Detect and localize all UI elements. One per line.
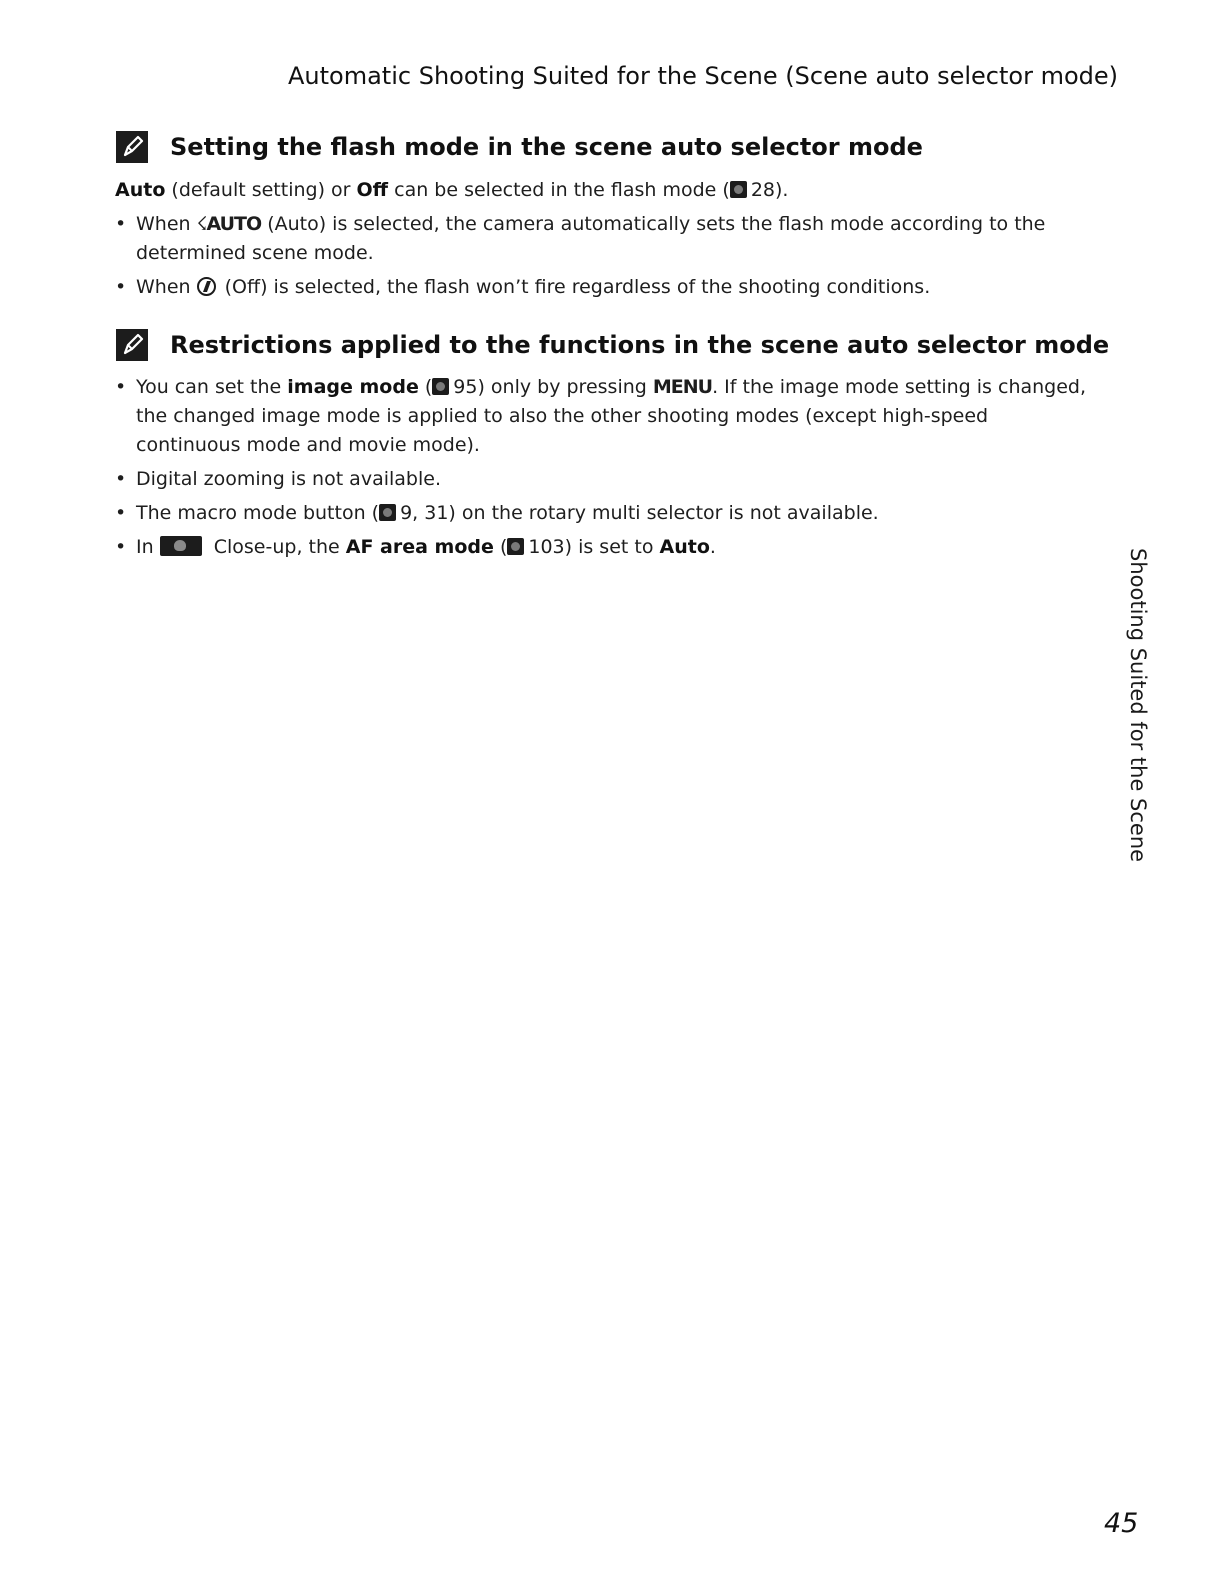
running-head: Automatic Shooting Suited for the Scene (Scene auto selector mode) bbox=[288, 62, 1118, 90]
bullet-dot: • bbox=[115, 468, 127, 490]
section-heading-flash-mode bbox=[116, 130, 923, 164]
flash-mode-bullets bbox=[115, 210, 1095, 307]
side-chapter-tab bbox=[1126, 548, 1150, 863]
auto-term: Auto bbox=[659, 536, 710, 558]
bullet-dot: • bbox=[115, 502, 127, 524]
menu-button-label: MENU bbox=[652, 376, 713, 398]
af-area-mode-term: AF area mode bbox=[345, 536, 494, 558]
reference-icon bbox=[432, 378, 449, 395]
flash-mode-intro: Auto (default setting) or Off can be selected in the flash mode ( 28). bbox=[115, 179, 789, 201]
reference-icon bbox=[507, 538, 524, 555]
list-item: • In Close-up, the AF area mode ( 103) is set to Auto. bbox=[115, 533, 1095, 562]
pencil-note-icon bbox=[116, 131, 148, 163]
list-item: • Digital zooming is not available. bbox=[115, 465, 1095, 494]
section-title: Restrictions applied to the functions in the scene auto selector mode bbox=[170, 331, 1110, 359]
list-item: • When ☇AUTO (Auto) is selected, the camera automatically sets the flash mode according to the determined scene mode. bbox=[115, 210, 1095, 268]
flash-off-icon bbox=[197, 277, 216, 296]
image-mode-term: image mode bbox=[287, 376, 419, 398]
reference-icon bbox=[379, 504, 396, 521]
close-up-scene-icon bbox=[160, 536, 202, 556]
bullet-dot: • bbox=[115, 213, 127, 235]
side-tab-label: Shooting Suited for the Scene bbox=[1126, 548, 1150, 863]
off-term: Off bbox=[356, 179, 389, 201]
section-heading-restrictions bbox=[116, 328, 1109, 362]
restriction-bullets bbox=[115, 373, 1095, 567]
pencil-note-icon bbox=[116, 329, 148, 361]
flash-auto-icon: ☇AUTO bbox=[196, 213, 262, 235]
reference-icon bbox=[730, 181, 747, 198]
page-number: 45 bbox=[1104, 1508, 1139, 1539]
list-item: • You can set the image mode ( 95) only by pressing MENU. If the image mode setting is changed, the changed image mode is applied to also the other shooting modes (except high-speed continuous mode and movie mode). bbox=[115, 373, 1095, 460]
list-item: • When (Off) is selected, the flash won’t fire regardless of the shooting conditions. bbox=[115, 273, 1095, 302]
bullet-dot: • bbox=[115, 536, 127, 558]
auto-term: Auto bbox=[115, 179, 166, 201]
bullet-dot: • bbox=[115, 376, 127, 398]
section-title: Setting the flash mode in the scene auto selector mode bbox=[170, 133, 923, 161]
bullet-dot: • bbox=[115, 276, 127, 298]
list-item: • The macro mode button ( 9, 31) on the rotary multi selector is not available. bbox=[115, 499, 1095, 528]
